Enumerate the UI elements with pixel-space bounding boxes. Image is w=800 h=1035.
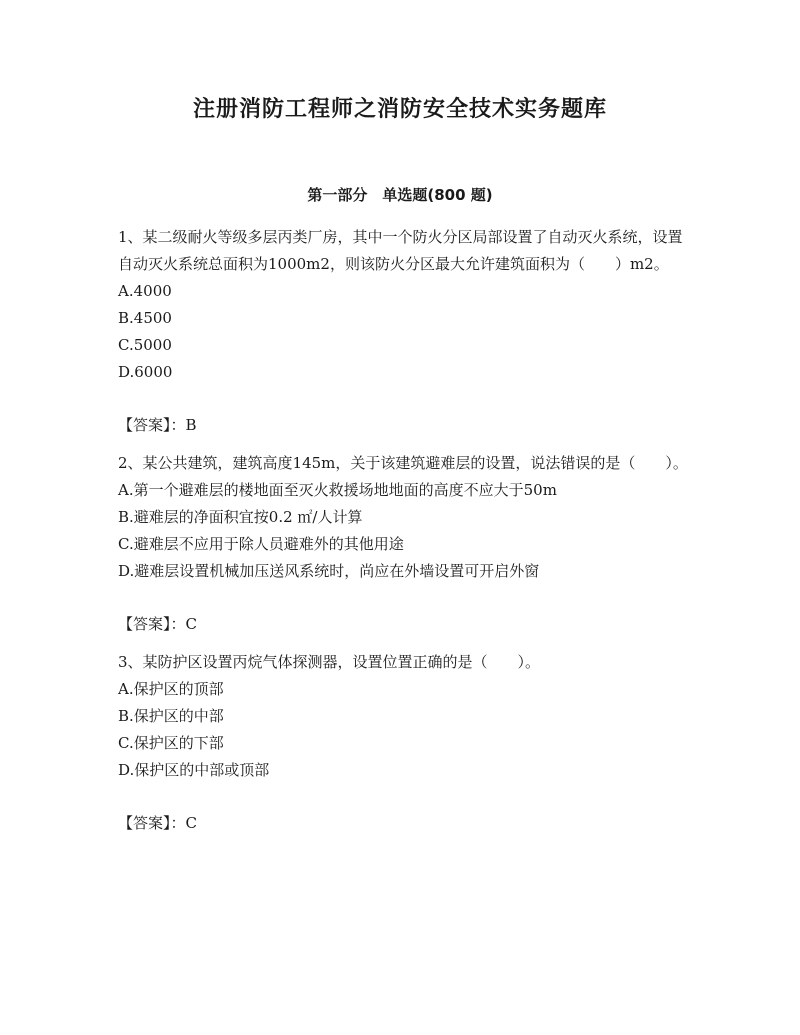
answer-line xyxy=(118,810,688,837)
option-c: C.保护区的下部 xyxy=(118,734,224,752)
option-b: B.避难层的净面积宜按0.2 ㎡/人计算 xyxy=(118,508,363,526)
answer-line xyxy=(118,412,688,439)
option-d: D.6000 xyxy=(118,363,173,381)
answer-value: C xyxy=(185,615,197,633)
option-a: A.4000 xyxy=(118,282,172,300)
answer-label: 【答案】： xyxy=(118,615,186,633)
question-list xyxy=(118,224,688,837)
question-3 xyxy=(118,649,688,837)
option-c: C.5000 xyxy=(118,336,172,354)
question-stem: 3、某防护区设置丙烷气体探测器，设置位置正确的是（ ）。 xyxy=(118,653,541,671)
answer-value: B xyxy=(185,416,197,434)
option-d: D.避难层设置机械加压送风系统时，尚应在外墙设置可开启外窗 xyxy=(118,562,540,580)
answer-label: 【答案】： xyxy=(118,814,186,832)
question-2 xyxy=(118,450,688,638)
option-d: D.保护区的中部或顶部 xyxy=(118,761,270,779)
answer-line xyxy=(118,611,688,638)
section-heading: 第一部分 单选题(800 题) xyxy=(307,186,493,204)
question-1 xyxy=(118,224,688,439)
answer-label: 【答案】： xyxy=(118,416,186,434)
question-stem: 1、某二级耐火等级多层丙类厂房，其中一个防火分区局部设置了自动灭火系统，设置自动灭火系统总面积为1000m2，则该防火分区最大允许建筑面积为（ ）m2。 xyxy=(118,228,683,273)
option-a: A.保护区的顶部 xyxy=(118,680,224,698)
question-stem: 2、某公共建筑，建筑高度145m，关于该建筑避难层的设置，说法错误的是（ ）。 xyxy=(118,454,688,472)
option-a: A.第一个避难层的楼地面至灭火救援场地地面的高度不应大于50m xyxy=(118,481,557,499)
page-title: 注册消防工程师之消防安全技术实务题库 xyxy=(192,97,607,122)
option-b: B.保护区的中部 xyxy=(118,707,224,725)
answer-value: C xyxy=(185,814,197,832)
option-b: B.4500 xyxy=(118,309,172,327)
option-c: C.避难层不应用于除人员避难外的其他用途 xyxy=(118,535,404,553)
